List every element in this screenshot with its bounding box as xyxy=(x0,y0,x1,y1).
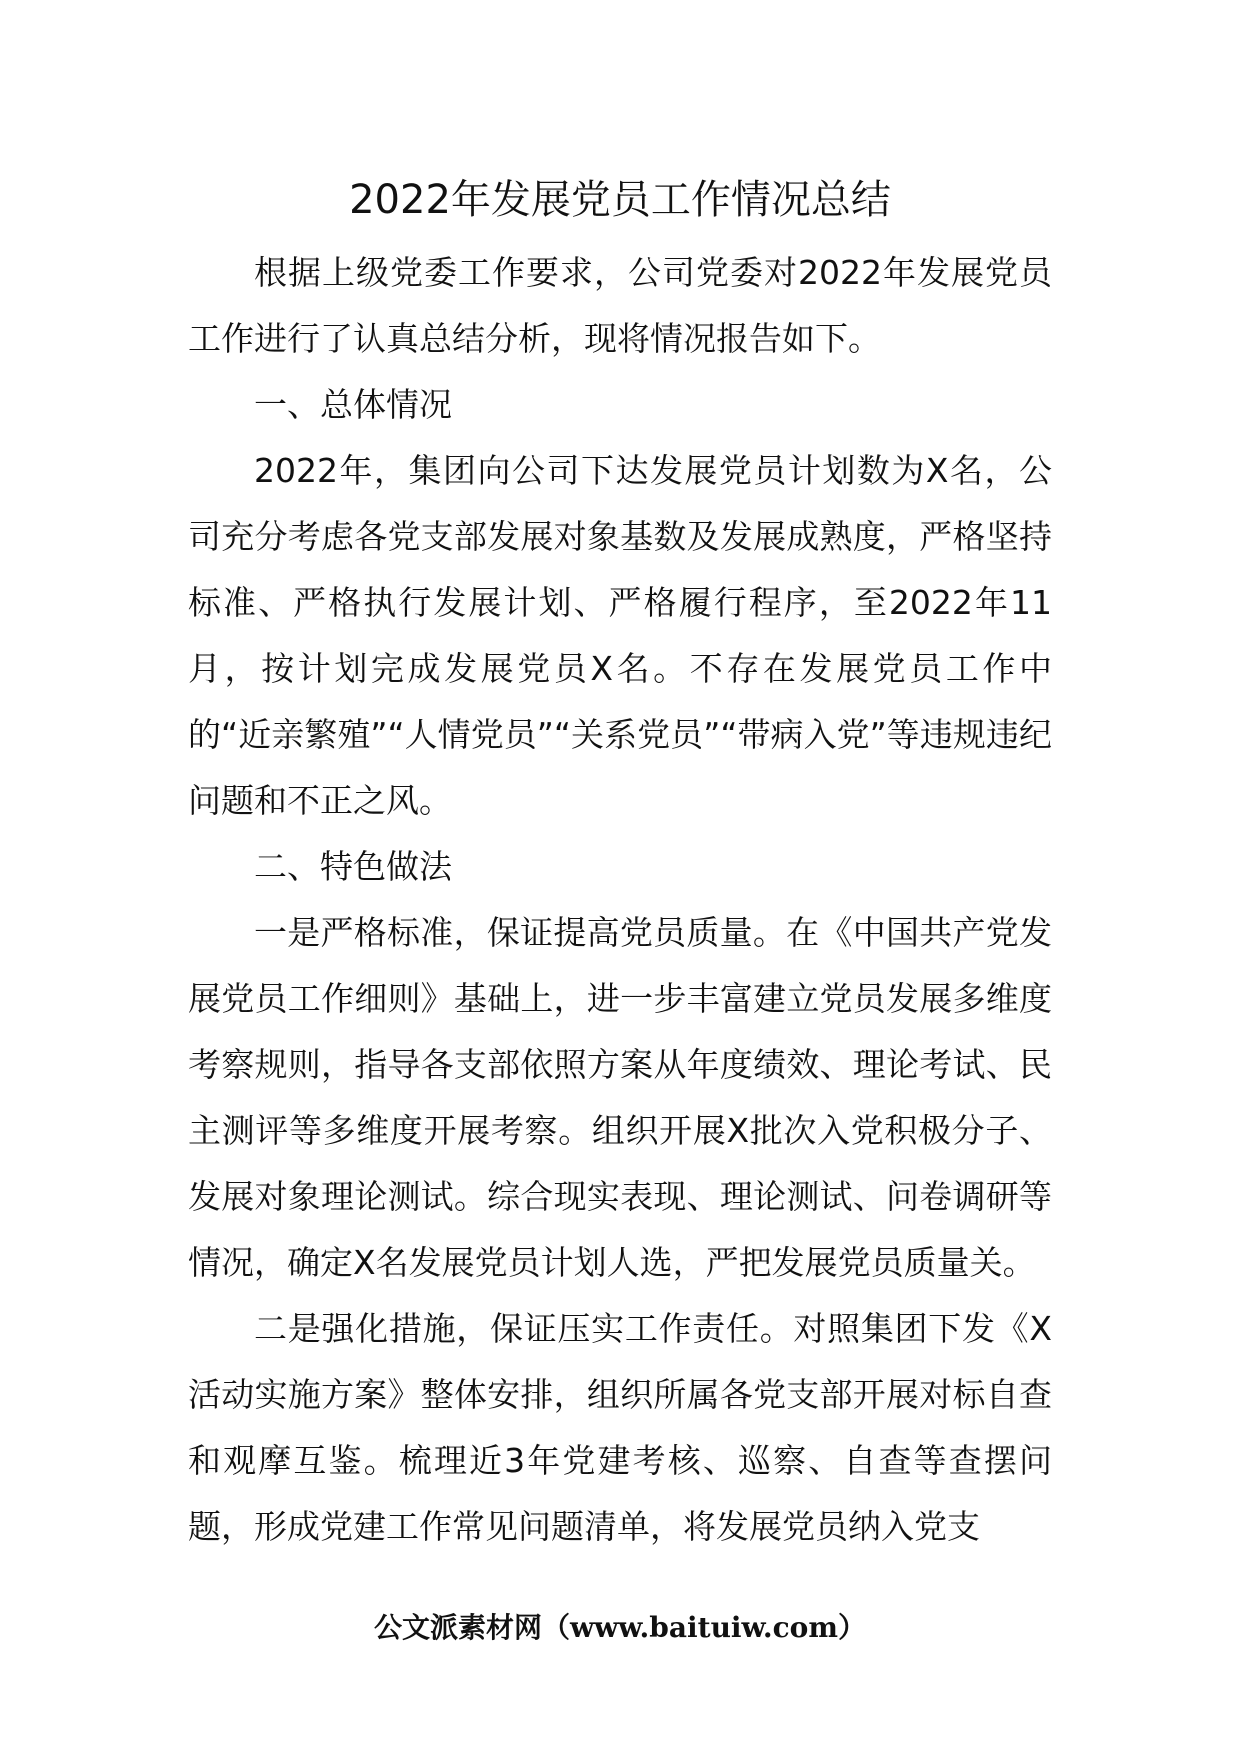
overall-paragraph: 2022年，集团向公司下达发展党员计划数为X名，公司充分考虑各党支部发展对象基数及发展成熟度，严格坚持标准、严格执行发展计划、严格履行程序，至2022年11月，按计划完成发展党员X名。不存在发展党员工作中的“近亲繁殖”“人情党员”“关系党员”“带病入党”等违规违纪问题和不正之风。 xyxy=(188,451,1052,820)
intro-paragraph: 根据上级党委工作要求，公司党委对2022年发展党员工作进行了认真总结分析，现将情况报告如下。 xyxy=(188,253,1052,358)
document-body xyxy=(188,168,1052,1560)
footer-watermark: 公文派素材网（www.baituiw.com） xyxy=(374,1611,866,1644)
practice-paragraph-1: 一是严格标准，保证提高党员质量。在《中国共产党发展党员工作细则》基础上，进一步丰富建立党员发展多维度考察规则，指导各支部依照方案从年度绩效、理论考试、民主测评等多维度开展考察。组织开展X批次入党积极分子、发展对象理论测试。综合现实表现、理论测试、问卷调研等情况，确定X名发展党员计划人选，严把发展党员质量关。 xyxy=(188,913,1052,1282)
practice-paragraph-2: 二是强化措施，保证压实工作责任。对照集团下发《X活动实施方案》整体安排，组织所属各党支部开展对标自查和观摩互鉴。梳理近3年党建考核、巡察、自查等查摆问题，形成党建工作常见问题清单，将发展党员纳入党支 xyxy=(188,1309,1052,1546)
document-title: 2022年发展党员工作情况总结 xyxy=(349,177,891,223)
section-heading-overall: 一、总体情况 xyxy=(254,385,452,424)
section-heading-practices: 二、特色做法 xyxy=(254,847,452,886)
